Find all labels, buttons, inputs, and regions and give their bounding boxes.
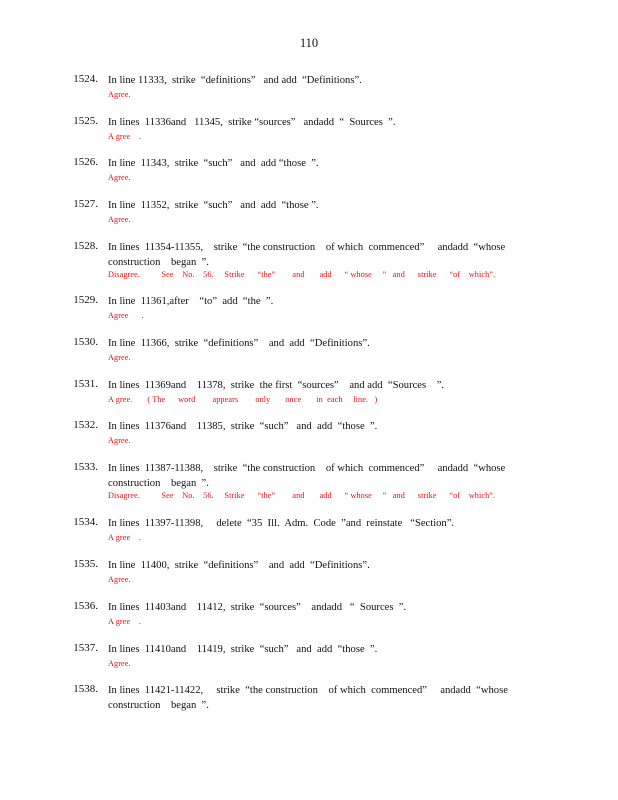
item-number: 1538. bbox=[73, 683, 98, 695]
item-number: 1531. bbox=[73, 378, 98, 390]
item-number: 1534. bbox=[73, 516, 98, 528]
item-text: In lines 11410and 11419, strike “such” and add “those ”. bbox=[108, 644, 378, 655]
item-text: In lines 11369and 11378, strike the first “sources” and add “Sources ”. bbox=[108, 380, 445, 391]
item-response: A gree . bbox=[108, 533, 141, 542]
item-number: 1525. bbox=[73, 115, 98, 127]
item-response: Agree. bbox=[108, 575, 131, 584]
item-number: 1524. bbox=[73, 73, 98, 85]
item-number: 1526. bbox=[73, 156, 98, 168]
item-text-continued: construction began ”. bbox=[108, 257, 209, 268]
item-response: Agree. bbox=[108, 215, 131, 224]
item-response: A gree . bbox=[108, 617, 141, 626]
item-response: Disagree. See No. 56. Strike “the” and add “ whose ” and strike “of which”. bbox=[108, 270, 496, 279]
item-number: 1535. bbox=[73, 558, 98, 570]
item-response: Agree . bbox=[108, 311, 144, 320]
item-response: A gree. ( The word appears only once in each line. ) bbox=[108, 395, 378, 404]
item-response: Agree. bbox=[108, 659, 131, 668]
item-text: In line 11343, strike “such” and add “those ”. bbox=[108, 158, 319, 169]
item-number: 1533. bbox=[73, 461, 98, 473]
item-number: 1532. bbox=[73, 419, 98, 431]
item-text: In lines 11376and 11385, strike “such” and add “those ”. bbox=[108, 421, 378, 432]
item-response: Agree. bbox=[108, 90, 131, 99]
item-text-continued: construction began ”. bbox=[108, 478, 209, 489]
item-text: In line 11333, strike “definitions” and add “Definitions”. bbox=[108, 75, 362, 86]
item-number: 1537. bbox=[73, 642, 98, 654]
item-response: Agree. bbox=[108, 173, 131, 182]
item-number: 1530. bbox=[73, 336, 98, 348]
item-number: 1529. bbox=[73, 294, 98, 306]
item-number: 1527. bbox=[73, 198, 98, 210]
item-text: In lines 11387-11388, strike “the construction of which commenced” andadd “whose bbox=[108, 463, 506, 474]
item-number: 1536. bbox=[73, 600, 98, 612]
item-text: In line 11400, strike “definitions” and add “Definitions”. bbox=[108, 560, 370, 571]
item-text: In lines 11421-11422, strike “the construction of which commenced” andadd “whose bbox=[108, 685, 508, 696]
item-response: Agree. bbox=[108, 353, 131, 362]
item-text-continued: construction began ”. bbox=[108, 700, 209, 711]
item-response: Disagree. See No. 56. Strike “the” and add “ whose ” and strike “of which”. bbox=[108, 491, 496, 500]
page-number: 110 bbox=[299, 36, 319, 50]
item-text: In line 11352, strike “such” and add “those ”. bbox=[108, 200, 319, 211]
item-text: In lines 11403and 11412, strike “sources” andadd “ Sources ”. bbox=[108, 602, 407, 613]
item-text: In lines 11354-11355, strike “the construction of which commenced” andadd “whose bbox=[108, 242, 506, 253]
item-text: In lines 11397-11398, delete “35 Ill. Adm. Code ”and reinstate “Section”. bbox=[108, 518, 455, 529]
item-text: In line 11366, strike “definitions” and add “Definitions”. bbox=[108, 338, 370, 349]
item-response: A gree . bbox=[108, 132, 141, 141]
item-text: In lines 11336and 11345, strike “sources” andadd “ Sources ”. bbox=[108, 117, 396, 128]
item-text: In line 11361,after “to” add “the ”. bbox=[108, 296, 274, 307]
item-number: 1528. bbox=[73, 240, 98, 252]
item-response: Agree. bbox=[108, 436, 131, 445]
